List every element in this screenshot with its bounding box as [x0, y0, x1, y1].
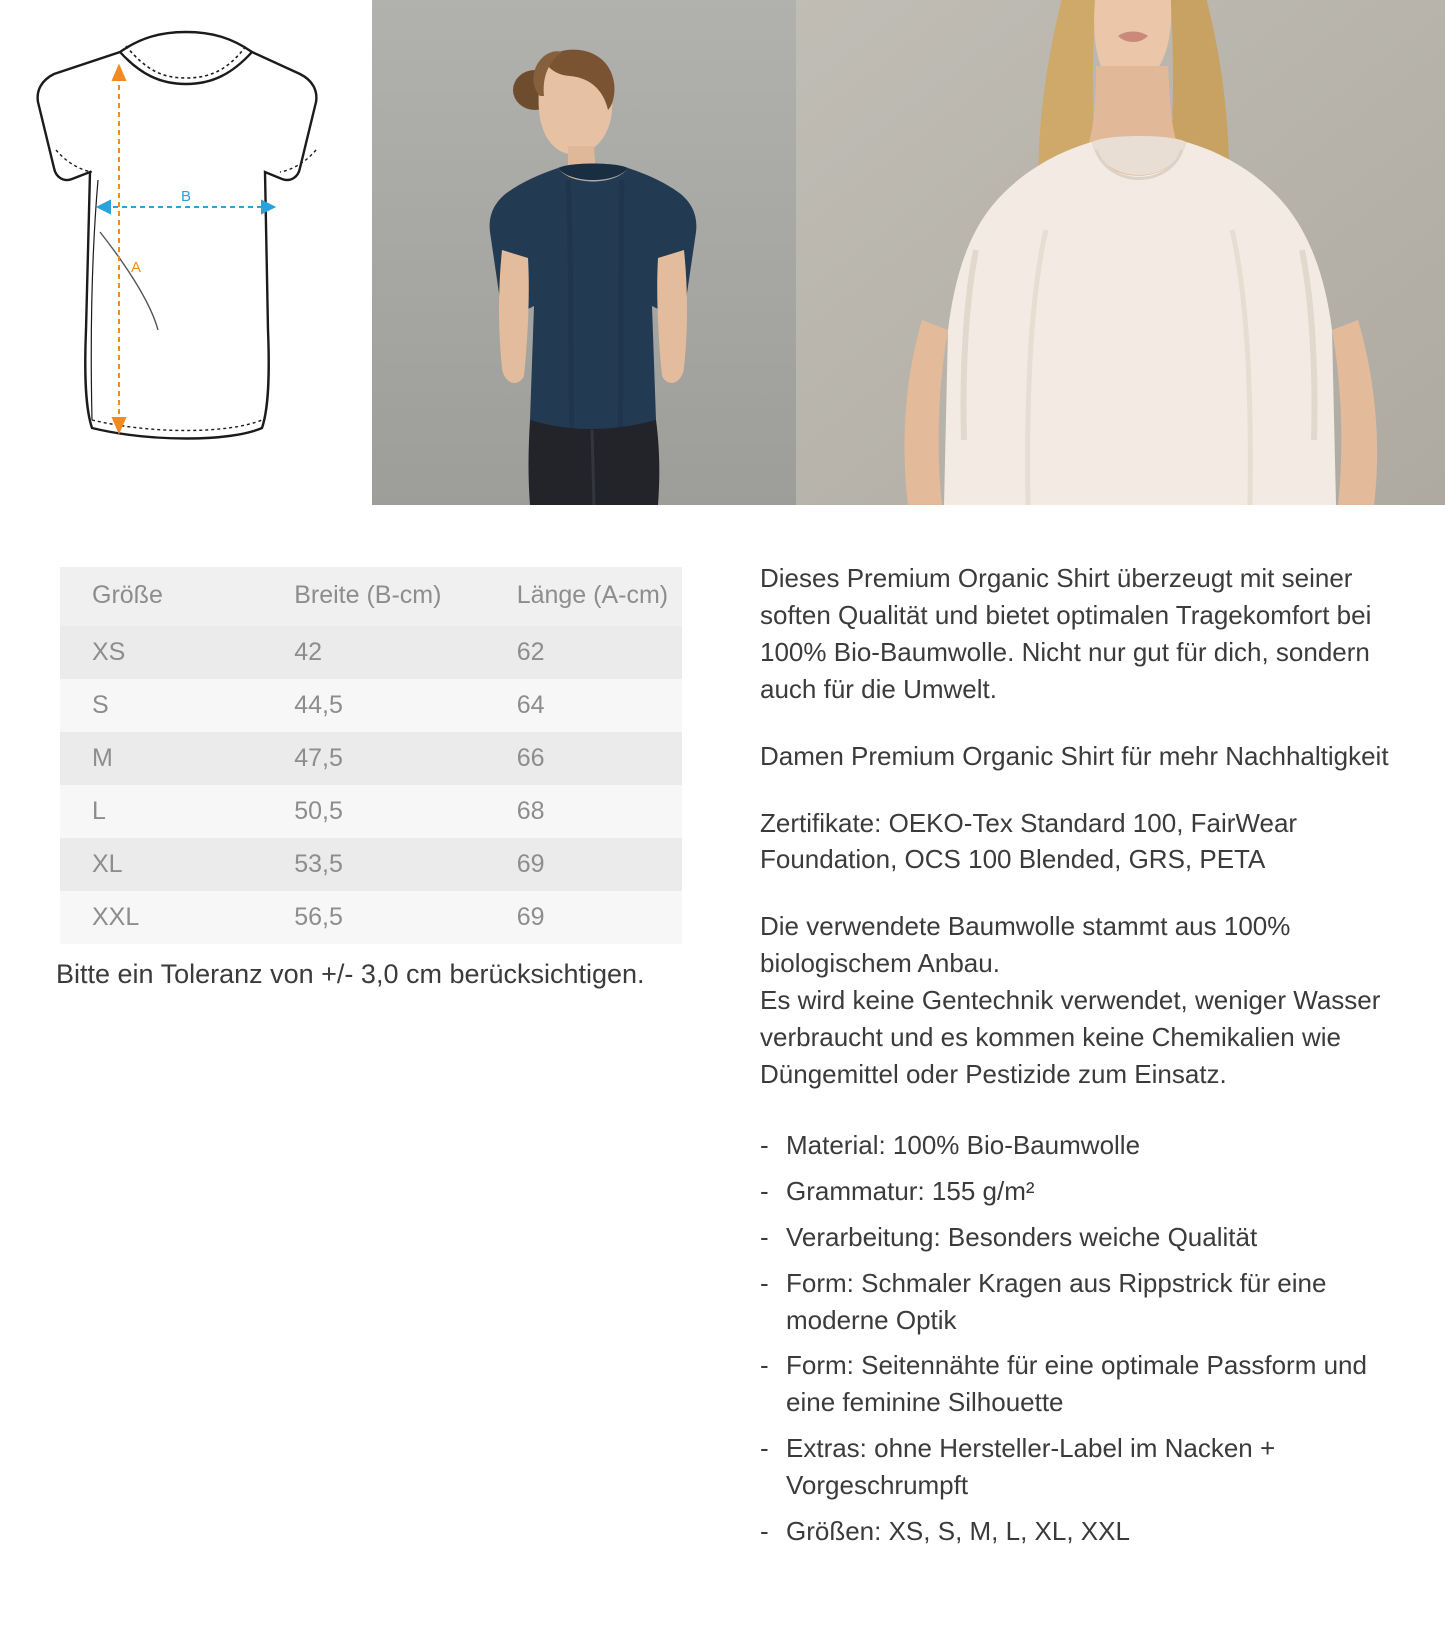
cell-length: 68	[516, 797, 545, 825]
cell-width: 56,5	[294, 903, 343, 931]
front-model-illustration	[796, 0, 1445, 505]
measure-label-length: A	[131, 259, 142, 276]
list-item: - Größen: XS, S, M, L, XL, XXL	[760, 1513, 1390, 1550]
description-cotton-origin: Die verwendete Baumwolle stammt aus 100% biologischem Anbau.	[760, 911, 1291, 979]
cell-length: 64	[516, 691, 545, 719]
cell-size: M	[92, 744, 113, 772]
column-header-length: Länge (A-cm)	[485, 567, 682, 626]
table-row	[60, 785, 682, 838]
product-image-strip	[0, 0, 1445, 505]
table-header-row	[60, 567, 682, 626]
tolerance-note: Bitte ein Toleranz von +/- 3,0 cm berücksichtigen.	[56, 959, 645, 989]
cell-width: 44,5	[294, 691, 343, 719]
column-header-width: Breite (B-cm)	[262, 567, 484, 626]
list-item: - Material: 100% Bio-Baumwolle	[760, 1127, 1390, 1164]
tshirt-technical-drawing-icon	[0, 0, 372, 505]
description-intro: Dieses Premium Organic Shirt überzeugt mit seiner soften Qualität und bietet optimalen Tragekomfort bei 100% Bio-Baumwolle. Nicht nur gut für dich, sondern auch für die Umwelt.	[760, 563, 1372, 704]
description-certificates: Zertifikate: OEKO-Tex Standard 100, FairWear Foundation, OCS 100 Blended, GRS, PETA	[760, 807, 1298, 875]
list-item: - Form: Seitennähte für eine optimale Passform und eine feminine Silhouette	[760, 1347, 1390, 1421]
front-model-photo	[796, 0, 1445, 505]
description-cotton-details: Es wird keine Gentechnik verwendet, weniger Wasser verbraucht und es kommen keine Chemikalien wie Düngemittel oder Pestizide zum Einsatz.	[760, 985, 1381, 1089]
table-row	[60, 626, 682, 679]
cell-size: L	[92, 797, 106, 825]
size-chart-table	[60, 567, 682, 944]
cell-size: XXL	[92, 903, 140, 931]
cell-width: 50,5	[294, 797, 343, 825]
column-header-size: Größe	[60, 567, 262, 626]
cell-width: 42	[294, 638, 323, 666]
cell-length: 69	[516, 903, 545, 931]
back-model-illustration	[372, 0, 796, 505]
list-item: - Verarbeitung: Besonders weiche Qualität	[760, 1219, 1390, 1256]
description-column	[760, 560, 1390, 1559]
list-item: - Grammatur: 155 g/m²	[760, 1173, 1390, 1210]
description-subtitle: Damen Premium Organic Shirt für mehr Nachhaltigkeit	[760, 740, 1389, 771]
cell-length: 69	[516, 850, 545, 878]
table-row	[60, 891, 682, 944]
cell-length: 62	[516, 638, 545, 666]
cell-size: XS	[92, 638, 126, 666]
back-model-photo	[372, 0, 796, 505]
spec-list	[760, 1127, 1390, 1550]
cell-size: XL	[92, 850, 123, 878]
table-row	[60, 838, 682, 891]
cell-width: 53,5	[294, 850, 343, 878]
cell-length: 66	[516, 744, 545, 772]
list-item: - Form: Schmaler Kragen aus Rippstrick für eine moderne Optik	[760, 1265, 1390, 1339]
cell-size: S	[92, 691, 109, 719]
table-row	[60, 732, 682, 785]
technical-drawing-panel	[0, 0, 372, 505]
list-item: - Extras: ohne Hersteller-Label im Nacken + Vorgeschrumpft	[760, 1430, 1390, 1504]
cell-width: 47,5	[294, 744, 343, 772]
measure-label-width: B	[180, 188, 192, 205]
table-row	[60, 679, 682, 732]
